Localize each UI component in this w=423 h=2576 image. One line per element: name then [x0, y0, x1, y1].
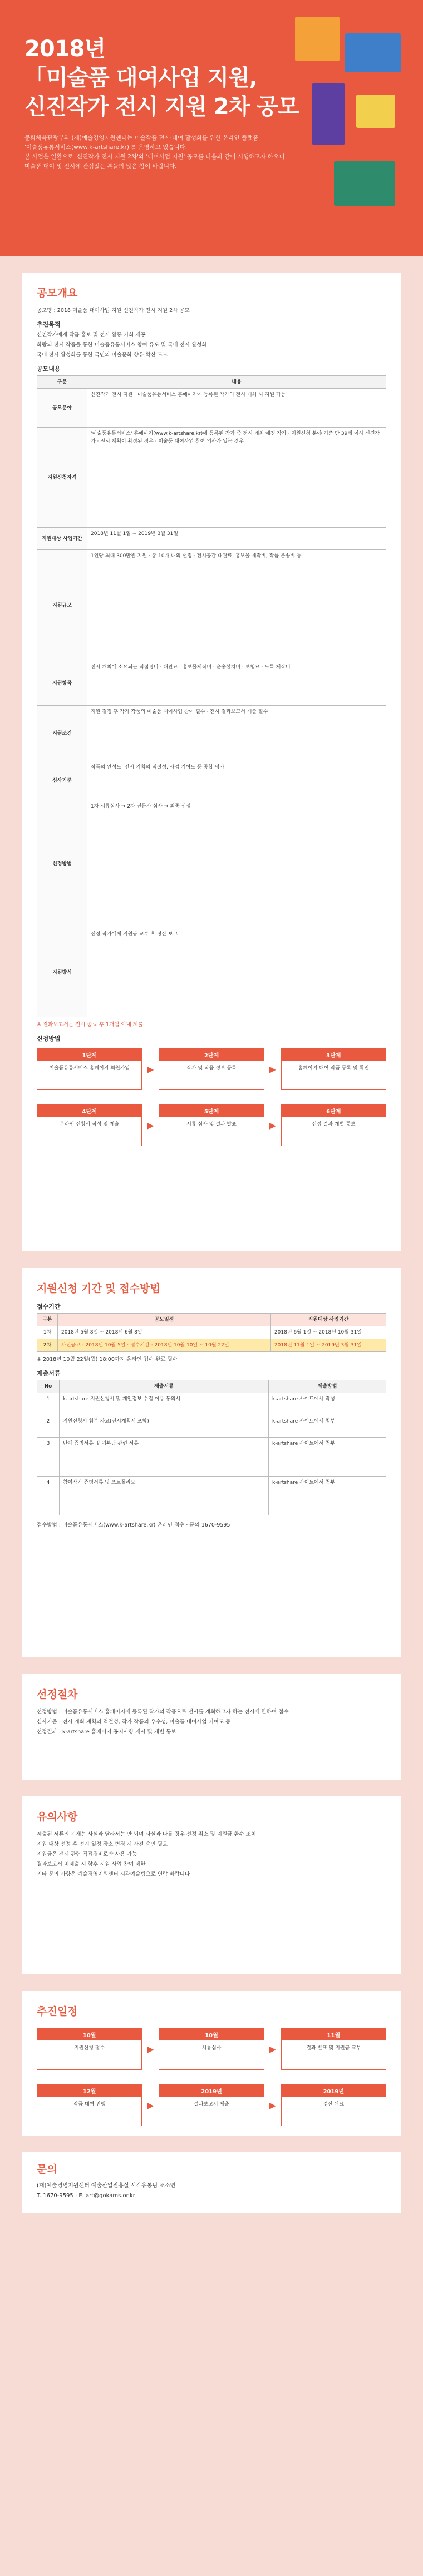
step-date: 10월 [37, 2029, 141, 2040]
intro-line: 본 사업은 일환으로 '신진작가 전시 지원 2차'와 '대여사업 지원' 공모를 다음과 같이 시행하고자 하오니 [24, 153, 285, 160]
intro-text [24, 133, 314, 171]
title-line: 2018년 [24, 36, 105, 62]
step-date: 2019년 [282, 2085, 386, 2097]
flow-step [281, 1104, 386, 1146]
flow-step [159, 1048, 264, 1090]
step-text: 결과보고서 제출 [194, 2102, 229, 2107]
row-content: 전시 개최에 소요되는 직접경비 · 대관료 · 홍보물제작비 · 운송설치비 · 보험료 · 도록 제작비 [87, 661, 386, 706]
apply-card [22, 1268, 401, 1657]
step-number: 2단계 [159, 1049, 263, 1061]
arrow-right-icon: ▶ [269, 1120, 276, 1131]
step-text: 홈페이지 대여 작품 등록 및 확인 [298, 1066, 369, 1071]
step-date: 11월 [282, 2029, 386, 2040]
col-header: 구분 [37, 1314, 58, 1326]
row-content: 1차 서류심사 → 2차 전문가 심사 → 최종 선정 [87, 800, 386, 928]
timeline-card [22, 1991, 401, 2136]
row-content: 1인당 최대 300만원 지원 · 총 10개 내외 선정 · 전시공간 대관료, 홍보물 제작비, 작품 운송비 등 [87, 550, 386, 661]
flow-step [159, 1104, 264, 1146]
row-content: 신진작가 전시 지원 · 미술품유통서비스 홈페이지에 등록된 작가의 전시 개최 시 지원 가능 [87, 389, 386, 428]
sub-title: 신청방법 [37, 1035, 61, 1042]
content-area [0, 256, 423, 2576]
table-cell: k-artshare 지원신청서 및 개인정보 수집 이용 동의서 [60, 1393, 269, 1415]
section-title: 추진일정 [37, 2005, 78, 2018]
col-header: 공모일정 [57, 1314, 270, 1326]
hero-banner [0, 0, 423, 256]
decoration-frame [334, 161, 395, 206]
arrow-right-icon: ▶ [147, 2100, 154, 2111]
arrow-right-icon: ▶ [147, 2044, 154, 2054]
row-label: 지원신청자격 [37, 428, 87, 528]
row-label: 지원방식 [37, 928, 87, 1017]
step-number: 5단계 [159, 1105, 263, 1117]
timeline-step [159, 2084, 264, 2126]
section-title: 지원신청 기간 및 접수방법 [37, 1282, 160, 1295]
row-label: 공모분야 [37, 389, 87, 428]
arrow-right-icon: ▶ [269, 1064, 276, 1074]
row-label: 지원대상 사업기간 [37, 528, 87, 550]
selection-item: 선정방법 : 미술품유통서비스 홈페이지에 등록된 작가의 작품으로 전시를 개최하고자 하는 전시에 한하여 접수 [37, 1709, 289, 1715]
table-cell: 3 [37, 1438, 60, 1477]
step-text: 선정 결과 개별 통보 [312, 1122, 356, 1127]
purpose-item: 국내 전시 활성화를 통한 국민의 미술문화 향유 확산 도모 [37, 352, 168, 358]
table-cell: k-artshare 사이트에서 작성 [269, 1393, 386, 1415]
table-cell: 단체 증빙서류 및 기부금 관련 서류 [60, 1438, 269, 1477]
flow-step [37, 1104, 142, 1146]
row-label: 지원항목 [37, 661, 87, 706]
table-cell: k-artshare 사이트에서 첨부 [269, 1438, 386, 1477]
sub-title: 공모내용 [37, 365, 61, 373]
purpose-item: 신진작가에게 작품 홍보 및 전시 활동 기회 제공 [37, 332, 146, 338]
step-date: 12월 [37, 2085, 141, 2097]
overview-card [22, 273, 401, 1251]
notice-item: 기타 문의 사항은 예술경영지원센터 시각예술팀으로 연락 바랍니다 [37, 1871, 190, 1877]
row-content: 2018년 11월 1일 ~ 2019년 3월 31일 [87, 528, 386, 550]
table-cell: 2018년 6월 1일 ~ 2018년 10월 31일 [270, 1326, 386, 1339]
page-title [24, 34, 299, 121]
notice-item: 지원금은 전시 관련 직접경비로만 사용 가능 [37, 1851, 137, 1857]
col-header: 내용 [87, 376, 386, 389]
row-label: 지원규모 [37, 550, 87, 661]
col-header: 구분 [37, 376, 87, 389]
sub-title: 접수기간 [37, 1303, 61, 1310]
schedule-table [37, 1313, 386, 1352]
flow-step [281, 1048, 386, 1090]
contest-name: 공모명 : 2018 미술품 대여사업 지원 신진작가 전시 지원 2차 공모 [37, 308, 190, 314]
overview-table [37, 375, 386, 1017]
step-number: 6단계 [282, 1105, 386, 1117]
timeline-step [37, 2084, 142, 2126]
table-cell: 참여작가 증빙서류 및 포트폴리오 [60, 1477, 269, 1515]
step-text: 서류 심사 및 결과 발표 [186, 1122, 237, 1127]
selection-card [22, 1674, 401, 1780]
row-label: 심사기준 [37, 761, 87, 800]
table-cell: 1 [37, 1393, 60, 1415]
step-number: 4단계 [37, 1105, 141, 1117]
contact-line: T. 1670-9595 · E. art@gokams.or.kr [37, 2193, 135, 2199]
row-content: 작품의 완성도, 전시 기획의 적절성, 사업 기여도 등 종합 평가 [87, 761, 386, 800]
step-date: 10월 [159, 2029, 263, 2040]
row-content: 선정 작가에게 지원금 교부 후 정산 보고 [87, 928, 386, 1017]
table-cell: 사전공고 : 2018년 10월 5일 · 접수기간 : 2018년 10월 10일 ~ 10월 22일 [57, 1339, 270, 1352]
decoration-frame [345, 33, 401, 72]
col-header: 제출서류 [60, 1380, 269, 1393]
selection-item: 심사기준 : 전시 개최 계획의 적절성, 작가 작품의 우수성, 미술품 대여사업 기여도 등 [37, 1719, 231, 1725]
notice-item: 지원 대상 선정 후 전시 일정·장소 변경 시 사전 승인 필요 [37, 1841, 168, 1847]
table-cell: k-artshare 사이트에서 첨부 [269, 1477, 386, 1515]
sub-title: 추진목적 [37, 321, 61, 328]
title-line: 「미술품 대여사업 지원, [24, 65, 257, 91]
apply-flow [37, 1045, 386, 1150]
sub-title: 제출서류 [37, 1370, 61, 1377]
section-title: 유의사항 [37, 1811, 78, 1823]
col-header: No [37, 1380, 60, 1393]
section-title: 공모개요 [37, 287, 78, 299]
decoration-panel [312, 83, 345, 145]
step-text: 지원신청 접수 [74, 2045, 105, 2051]
row-content: '미술품유통서비스' 홈페이지(www.k-artshare.kr)에 등록된 작가 중 전시 개최 예정 작가 · 지원신청 분야 기준 만 39세 이하 신진작가 · 전시 계획이 확정된 경우 · 미술품 대여사업 참여 의사가 있는 경우 [87, 428, 386, 528]
table-cell: 2018년 5월 8일 ~ 2018년 6월 8일 [57, 1326, 270, 1339]
table-cell: 2차 [37, 1339, 58, 1352]
intro-line: '미술품유통서비스(www.k-artshare.kr)'를 운영하고 있습니다. [24, 144, 188, 151]
timeline-step [37, 2028, 142, 2070]
note-text: ※ 2018년 10월 22일(월) 18:00까지 온라인 접수 완료 필수 [37, 1356, 178, 1363]
table-cell: 지원신청서 첨부 자료(전시계획서 포함) [60, 1415, 269, 1438]
decoration-square [356, 95, 395, 128]
step-date: 2019년 [159, 2085, 263, 2097]
col-header: 제출방법 [269, 1380, 386, 1393]
selection-item: 선정결과 : k-artshare 홈페이지 공지사항 게시 및 개별 통보 [37, 1729, 176, 1735]
timeline-step [281, 2084, 386, 2126]
flow-step [37, 1048, 142, 1090]
note-text: ※ 결과보고서는 전시 종료 후 1개월 이내 제출 [37, 1022, 144, 1028]
row-label: 선정방법 [37, 800, 87, 928]
table-cell: 2 [37, 1415, 60, 1438]
step-text: 작가 및 작품 정보 등록 [186, 1066, 237, 1071]
notice-card [22, 1796, 401, 1974]
timeline-step [159, 2028, 264, 2070]
documents-table [37, 1380, 386, 1515]
decoration-square [295, 17, 340, 61]
intro-line: 문화체육관광부와 (재)예술경영지원센터는 미술작품 전시·대여 활성화를 위한 온라인 플랫폼 [24, 135, 259, 141]
arrow-right-icon: ▶ [147, 1120, 154, 1131]
section-title: 선정절차 [37, 1688, 78, 1701]
contact-card [22, 2152, 401, 2213]
intro-line: 미술품 대여 및 전시에 관심있는 분들의 많은 참여 바랍니다. [24, 163, 177, 170]
row-label: 지원조건 [37, 706, 87, 761]
arrow-right-icon: ▶ [269, 2044, 276, 2054]
step-text: 미술품유통서비스 홈페이지 회원가입 [49, 1066, 130, 1071]
section-title: 문의 [37, 2163, 57, 2176]
timeline-step [281, 2028, 386, 2070]
step-text: 온라인 신청서 작성 및 제출 [60, 1122, 120, 1127]
notice-item: 결과보고서 미제출 시 향후 지원 사업 참여 제한 [37, 1861, 146, 1867]
row-content: 지원 결정 후 작가 작품의 미술품 대여사업 참여 필수 · 전시 결과보고서 제출 필수 [87, 706, 386, 761]
arrow-right-icon: ▶ [147, 1064, 154, 1074]
contact-line: (재)예술경영지원센터 예술산업진흥실 시각유통팀 조소연 [37, 2183, 176, 2189]
purpose-item: 화랑의 전시 작품을 통한 미술품유통서비스 참여 유도 및 국내 전시 활성화 [37, 342, 207, 348]
notice-item: 제출된 서류의 기재는 사실과 달라서는 안 되며 사실과 다를 경우 선정 취소 및 지원금 환수 조치 [37, 1831, 257, 1837]
title-line: 신진작가 전시 지원 2차 공모 [24, 94, 299, 120]
arrow-right-icon: ▶ [269, 2100, 276, 2111]
step-text: 결과 발표 및 지원금 교부 [306, 2045, 361, 2051]
table-cell: k-artshare 사이트에서 첨부 [269, 1415, 386, 1438]
step-number: 3단계 [282, 1049, 386, 1061]
table-cell: 4 [37, 1477, 60, 1515]
table-cell: 1차 [37, 1326, 58, 1339]
step-text: 작품 대여 진행 [73, 2102, 106, 2107]
step-text: 정산 완료 [323, 2102, 345, 2107]
submit-method: 접수방법 : 미술품유통서비스(www.k-artshare.kr) 온라인 접수 · 문의 1670-9595 [37, 1522, 230, 1528]
step-number: 1단계 [37, 1049, 141, 1061]
col-header: 지원대상 사업기간 [270, 1314, 386, 1326]
timeline-flow [37, 2025, 386, 2129]
step-text: 서류심사 [201, 2045, 222, 2051]
table-cell: 2018년 11월 1일 ~ 2019년 3월 31일 [270, 1339, 386, 1352]
